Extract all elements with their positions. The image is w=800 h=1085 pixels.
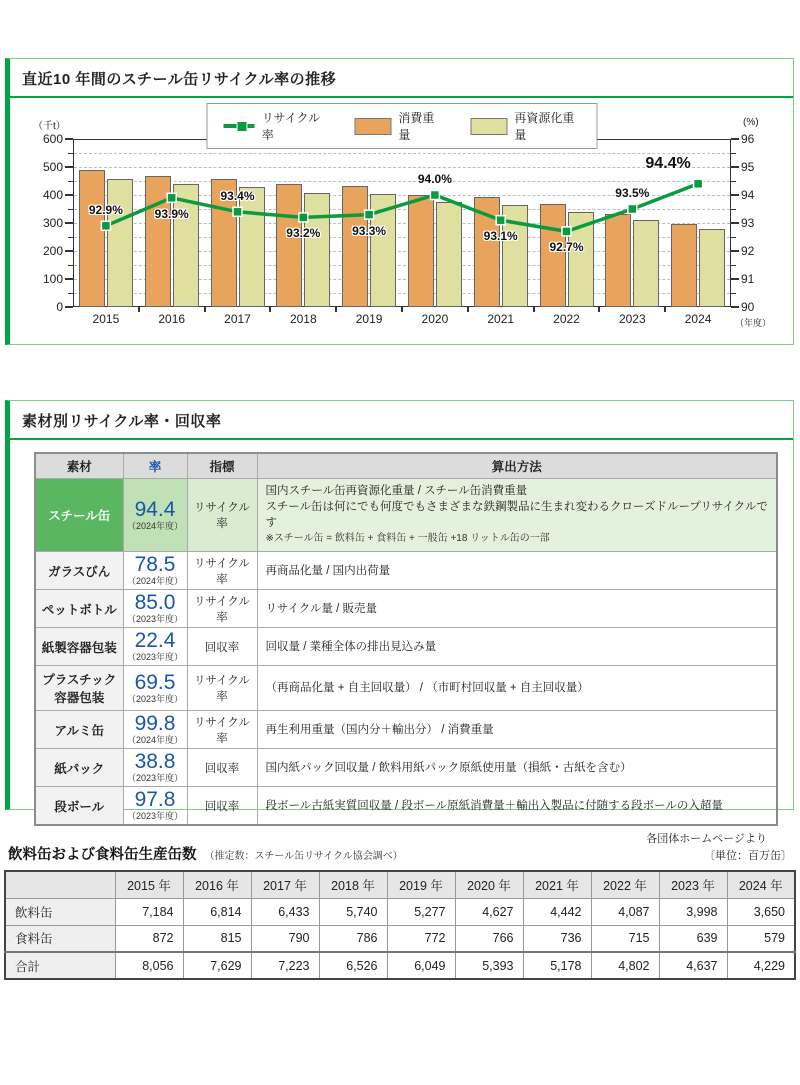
rate-year: （2023年度） (126, 652, 184, 662)
left-axis-unit: （千t） (33, 121, 66, 132)
materials-source-note: 各団体ホームページより (646, 833, 767, 845)
production-value: 639 (659, 925, 727, 952)
rate-year: （2024年度） (126, 520, 184, 531)
method-line: 段ボール古紙実質回収量 / 段ボール原紙消費量＋輸出入製品に付随する段ボールの入超量 (265, 799, 723, 812)
left-axis-tick (65, 222, 73, 224)
rate-value: 38.8 (134, 750, 176, 773)
right-axis-minor-tick (731, 209, 736, 210)
production-value: 3,650 (727, 898, 795, 925)
production-row-label: 合計 (5, 952, 115, 979)
rate-marker (233, 207, 242, 216)
production-value: 4,442 (523, 898, 591, 925)
x-axis-year-label: 2018 (289, 312, 317, 326)
material-name: 紙パック (35, 749, 123, 787)
materials-header: 算出方法 (257, 453, 777, 479)
materials-row (35, 479, 777, 552)
method-line: 国内スチール缶再資源化重量 / スチール缶消費重量 (265, 485, 528, 497)
left-axis-tick-label: 200 (42, 244, 63, 258)
right-axis-tick-label: 95 (741, 160, 755, 174)
x-axis-year-label: 2017 (224, 312, 251, 326)
right-axis-minor-tick (731, 181, 736, 182)
rate-value: 78.5 (134, 553, 176, 576)
left-axis-tick-label: 300 (42, 216, 63, 230)
x-axis-year-label: 2022 (553, 312, 580, 326)
rate-marker (167, 193, 176, 202)
right-axis-tick (731, 306, 739, 308)
materials-row (35, 590, 777, 628)
production-row-label: 食料缶 (5, 925, 115, 952)
method-line: 国内紙パック回収量 / 飲料用紙パック原紙使用量（損紙・古紙を含む） (265, 761, 632, 774)
indicator: リサイクル率 (187, 711, 257, 749)
materials-section-title: 素材別リサイクル率・回収率 (10, 401, 793, 440)
indicator: 回収率 (187, 749, 257, 787)
rate-cell (123, 711, 187, 749)
production-value: 715 (591, 925, 659, 952)
rate-year: （2023年度） (126, 811, 184, 821)
right-axis-tick-label: 91 (741, 272, 755, 286)
production-year-header: 2020 年 (455, 871, 523, 898)
rate-marker (694, 179, 703, 188)
left-axis-tick (65, 138, 73, 140)
production-value: 7,629 (183, 952, 251, 979)
production-value: 8,056 (115, 952, 183, 979)
left-axis-tick-label: 0 (56, 300, 63, 314)
production-value: 4,087 (591, 898, 659, 925)
right-axis-tick-label: 92 (741, 244, 755, 258)
materials-row (35, 749, 777, 787)
method-cell (257, 628, 777, 666)
right-axis-tick (731, 250, 739, 252)
production-value: 790 (251, 925, 319, 952)
production-corner-cell (5, 871, 115, 898)
left-axis-tick (65, 166, 73, 168)
rate-value: 97.8 (134, 788, 176, 811)
x-axis-year-label: 2023 (618, 312, 646, 326)
x-axis-year-label: 2020 (421, 312, 449, 326)
production-row-label: 飲料缶 (5, 898, 115, 925)
production-value: 579 (727, 925, 795, 952)
x-axis-year-label: 2021 (487, 312, 515, 326)
production-row (5, 898, 795, 925)
right-axis-tick-label: 94 (741, 188, 755, 202)
right-axis-tick (731, 138, 739, 140)
method-line: （再商品化量 + 自主回収量） / （市町村回収量 + 自主回収量） (265, 682, 589, 694)
rate-marker (628, 205, 637, 214)
legend-swatch-icon (470, 118, 507, 135)
production-value: 736 (523, 925, 591, 952)
production-value: 7,184 (115, 898, 183, 925)
rate-year: （2024年度） (126, 735, 184, 745)
indicator: 回収率 (187, 787, 257, 826)
left-axis-tick-label: 500 (42, 160, 63, 174)
rate-label: 92.9% (88, 202, 123, 217)
right-axis-tick (731, 194, 739, 196)
recycle-rate-chart (10, 59, 793, 344)
material-name: アルミ缶 (35, 711, 123, 749)
production-row (5, 952, 795, 979)
material-name: スチール缶 (35, 479, 123, 552)
left-axis-tick (65, 250, 73, 252)
legend-item (224, 109, 327, 143)
rate-label: 93.4% (220, 188, 255, 203)
rate-label: 93.3% (352, 223, 387, 238)
production-value: 5,178 (523, 952, 591, 979)
rate-year: （2023年度） (126, 773, 184, 783)
legend-label: リサイクル率 (261, 111, 321, 142)
production-year-header: 2017 年 (251, 871, 319, 898)
left-axis-tick-label: 600 (42, 132, 63, 146)
rate-cell (123, 552, 187, 590)
method-line: リサイクル量 / 販売量 (265, 602, 377, 615)
production-value: 766 (455, 925, 523, 952)
x-axis-year-label: 2015 (92, 312, 120, 326)
indicator: 回収率 (187, 628, 257, 666)
right-axis-tick-label: 96 (741, 132, 755, 146)
materials-header: 素材 (35, 453, 123, 479)
production-value: 6,049 (387, 952, 455, 979)
materials-section (5, 400, 794, 845)
left-axis-tick (65, 278, 73, 280)
materials-header: 指標 (187, 453, 257, 479)
production-value: 7,223 (251, 952, 319, 979)
rate-cell (123, 590, 187, 628)
indicator: リサイクル率 (187, 666, 257, 711)
rate-value: 69.5 (134, 670, 176, 694)
right-axis-minor-tick (731, 237, 736, 238)
rate-cell (123, 787, 187, 826)
materials-table (34, 452, 778, 826)
right-axis-tick (731, 166, 739, 168)
rate-marker (299, 213, 308, 222)
production-value: 872 (115, 925, 183, 952)
method-cell (257, 711, 777, 749)
materials-row (35, 787, 777, 826)
method-cell (257, 479, 777, 552)
rate-label: 93.9% (154, 206, 189, 221)
production-value: 4,627 (455, 898, 523, 925)
material-name: ペットボトル (35, 590, 123, 628)
materials-row (35, 628, 777, 666)
right-axis-minor-tick (731, 293, 736, 294)
right-axis-minor-tick (731, 153, 736, 154)
legend-label: 再資源化重量 (514, 111, 575, 142)
production-value: 6,526 (319, 952, 387, 979)
rate-value: 99.8 (134, 712, 176, 735)
chart-section (5, 58, 794, 345)
rate-marker (496, 216, 505, 225)
legend-line-icon (224, 124, 255, 128)
rate-value: 22.4 (134, 629, 176, 652)
rate-cell (123, 628, 187, 666)
method-cell (257, 590, 777, 628)
right-axis-tick-label: 93 (741, 216, 755, 230)
indicator: リサイクル率 (187, 590, 257, 628)
production-value: 786 (319, 925, 387, 952)
production-year-header: 2023 年 (659, 871, 727, 898)
production-year-header: 2022 年 (591, 871, 659, 898)
production-title: 飲料缶および食料缶生産缶数 (8, 847, 197, 863)
method-line: スチール缶は何にでも何度でもさまざまな鉄鋼製品に生まれ変わるクローズドループリサイクルです (265, 501, 768, 529)
rate-marker (365, 210, 374, 219)
production-unit-label: 〔単位：百万缶〕 (704, 850, 792, 862)
rate-label: 93.1% (483, 229, 518, 244)
legend-item (355, 109, 443, 143)
production-year-header: 2018 年 (319, 871, 387, 898)
production-year-header: 2019 年 (387, 871, 455, 898)
rate-cell (123, 666, 187, 711)
production-title-row (8, 843, 792, 864)
material-name: 紙製容器包装 (35, 628, 123, 666)
rate-cell (123, 749, 187, 787)
production-value: 815 (183, 925, 251, 952)
chart-legend (207, 103, 598, 149)
method-cell (257, 787, 777, 826)
right-axis-tick (731, 278, 739, 280)
rate-label: 92.7% (549, 240, 584, 255)
production-year-header: 2024 年 (727, 871, 795, 898)
rate-label: 93.5% (615, 186, 650, 200)
rate-label: 94.4% (645, 154, 691, 172)
material-name: プラスチック 容器包装 (35, 666, 123, 711)
right-axis-minor-tick (731, 265, 736, 266)
production-value: 772 (387, 925, 455, 952)
production-value: 5,393 (455, 952, 523, 979)
production-table (4, 870, 796, 980)
production-value: 4,229 (727, 952, 795, 979)
rate-value: 94.4 (134, 497, 176, 521)
production-year-header: 2015 年 (115, 871, 183, 898)
x-axis-year-label: 2016 (158, 312, 186, 326)
indicator: リサイクル率 (187, 479, 257, 552)
method-cell (257, 749, 777, 787)
left-axis-tick-label: 100 (42, 272, 63, 286)
production-year-header: 2021 年 (523, 871, 591, 898)
rate-year: （2024年度） (126, 576, 184, 586)
material-name: ガラスびん (35, 552, 123, 590)
right-axis-unit: (%) (743, 117, 759, 128)
x-axis-year-label: 2019 (355, 312, 383, 326)
rate-value: 85.0 (134, 591, 176, 614)
production-value: 6,814 (183, 898, 251, 925)
method-line: ※スチール缶 = 飲料缶 + 食料缶 + 一般缶 +18 リットル缶の一部 (265, 533, 550, 544)
right-axis-tick-label: 90 (741, 300, 755, 314)
production-value: 5,277 (387, 898, 455, 925)
materials-header: 率 (123, 453, 187, 479)
rate-label: 94.0% (417, 172, 452, 186)
production-value: 4,637 (659, 952, 727, 979)
method-line: 再商品化量 / 国内出荷量 (265, 564, 391, 577)
materials-row (35, 711, 777, 749)
rate-marker (101, 221, 110, 230)
indicator: リサイクル率 (187, 552, 257, 590)
production-value: 3,998 (659, 898, 727, 925)
method-cell (257, 552, 777, 590)
production-section (4, 843, 796, 980)
left-axis-tick-label: 400 (42, 188, 63, 202)
x-axis-unit: （年度） (735, 318, 772, 328)
rate-year: （2023年度） (126, 614, 184, 624)
rate-marker (430, 191, 439, 200)
rate-label: 93.2% (286, 226, 321, 241)
rate-year: （2023年度） (126, 693, 184, 704)
legend-item (470, 109, 580, 143)
method-line: 再生利用重量（国内分＋輸出分） / 消費重量 (265, 723, 494, 736)
x-axis-year-label: 2024 (684, 312, 712, 326)
method-cell (257, 666, 777, 711)
materials-row (35, 666, 777, 711)
rate-cell (123, 479, 187, 552)
chart-section-title: 直近10 年間のスチール缶リサイクル率の推移 (10, 59, 793, 98)
material-name: 段ボール (35, 787, 123, 826)
materials-row (35, 552, 777, 590)
production-row (5, 925, 795, 952)
left-axis-tick (65, 306, 73, 308)
left-axis-tick (65, 194, 73, 196)
production-note: （推定数：スチール缶リサイクル協会調べ） (204, 851, 403, 862)
legend-label: 消費重量 (398, 111, 435, 142)
right-axis-tick (731, 222, 739, 224)
production-value: 5,740 (319, 898, 387, 925)
production-value: 4,802 (591, 952, 659, 979)
legend-swatch-icon (355, 118, 392, 135)
production-value: 6,433 (251, 898, 319, 925)
method-line: 回収量 / 業種全体の排出見込み量 (265, 640, 437, 653)
production-year-header: 2016 年 (183, 871, 251, 898)
rate-marker (562, 227, 571, 236)
